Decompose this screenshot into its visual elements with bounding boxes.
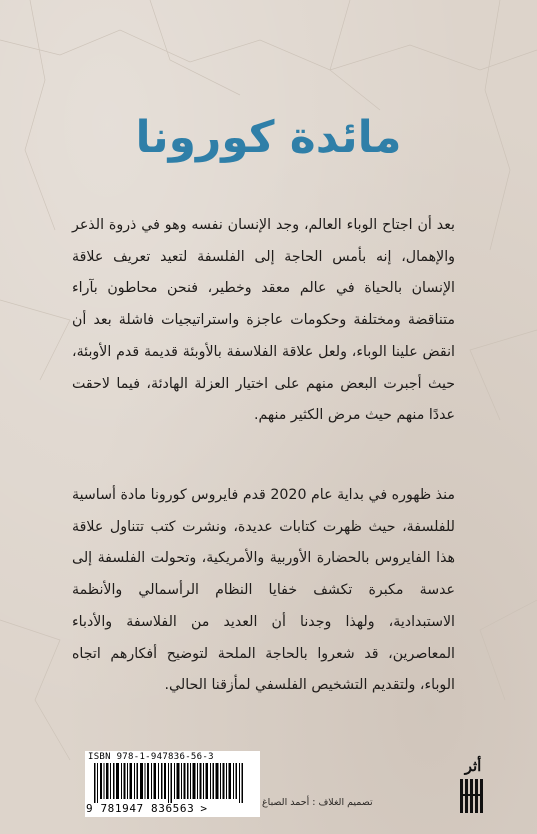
barcode-digits: 9 781947 836563 > <box>86 802 208 815</box>
publisher-logo <box>457 757 489 815</box>
publisher-logo-text: أثر <box>464 757 482 775</box>
blurb-paragraph-2: منذ ظهوره في بداية عام 2020 قدم فايروس كورونا مادة أساسية للفلسفة، حيث ظهرت كتابات عديدة، ونشرت كتب تتناول علاقة هذا الفايروس بالحضارة الأوربية والأمريكية، وتحولت الفلسفة إلى عدسة مكبرة تكشف خفايا النظام الرأسمالي والأنظمة الاستبدادية، ولهذا وجدنا أن العديد من الفلاسفة والأدباء المعاصرين، قد شعروا بالحاجة الملحة لتوضيح أفكارهم اتجاه الوباء، ولتقديم التشخيص الفلسفي لمأزقنا الحالي. <box>72 487 455 694</box>
cover-design-credit: تصميم الغلاف : أحمد الصباغ <box>262 797 373 808</box>
books-stack-icon <box>460 779 486 813</box>
barcode-bars <box>88 763 256 803</box>
book-title: مائدة كورونا <box>135 112 402 163</box>
isbn-barcode <box>85 751 260 817</box>
blurb-paragraph-1: بعد أن اجتاح الوباء العالم، وجد الإنسان نفسه وهو في ذروة الذعر والإهمال، إنه بأمس الحاجة إلى الفلسفة لتعيد تعريف علاقة الإنسان بالحياة في عالم معقد وخطير، فنحن محاطون بآراء متناقضة ومختلفة وحكومات عاجزة واستراتيجيات فاشلة بعد أن انقض علينا الوباء، ولعل علاقة الفلاسفة بالأوبئة قديمة قدم الأوبئة، حيث أجبرت البعض منهم على اختيار العزلة الهادئة، فيما لاحقت عددًا منهم حيث مرض الكثير منهم. <box>72 217 455 424</box>
isbn-number: ISBN 978-1-947836-56-3 <box>88 752 214 762</box>
